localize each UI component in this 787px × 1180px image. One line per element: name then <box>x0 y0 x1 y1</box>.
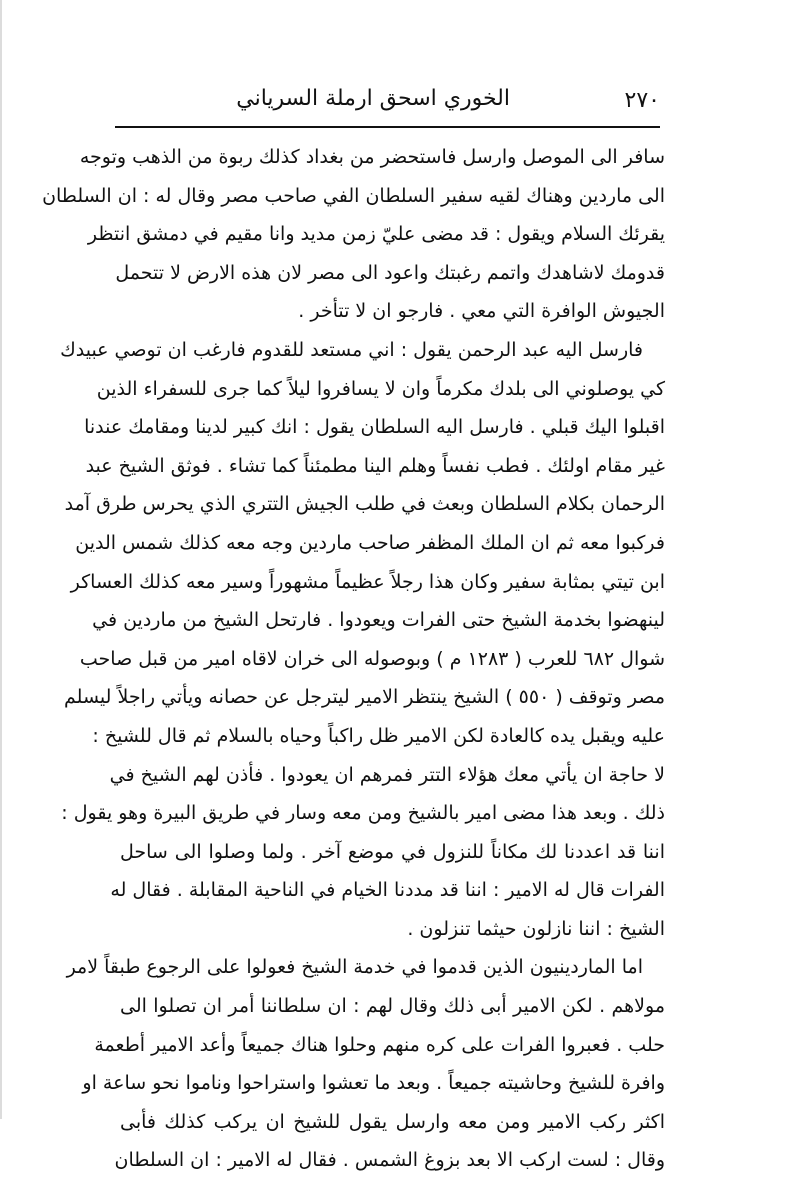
text-line: يقرئك السلام ويقول : قد مضى عليّ زمن مديد وانا مقيم في دمشق انتظر <box>87 223 665 246</box>
page-number: ٢٧٠ <box>624 88 660 113</box>
text-line: الفرات قال له الامير : اننا قد مددنا الخيام في الناحية المقابلة . فقال له <box>110 879 665 902</box>
page-edge-shadow <box>0 0 2 1119</box>
text-line: لينهضوا بخدمة الشيخ حتى الفرات ويعودوا . فارتحل الشيخ من ماردين في <box>92 609 665 632</box>
body-text <box>42 138 665 1180</box>
header-rule <box>115 126 660 128</box>
text-line: ابن تيتي بمثابة سفير وكان هذا رجلاً عظيماً مشهوراً وسير معه كذلك العساكر <box>70 570 665 593</box>
text-line: مصر وتوقف ( ٥٥٠ ) الشيخ ينتظر الامير ليترجل عن حصانه ويأتي راجلاً ليسلم <box>64 686 665 709</box>
text-line: مولاهم . لكن الامير أبى ذلك وقال لهم : ان سلطاننا أمر ان تصلوا الى <box>120 995 665 1018</box>
text-line: الى ماردين وهناك لقيه سفير السلطان الفي صاحب مصر وقال له : ان السلطان <box>42 184 665 207</box>
text-line: كي يوصلوني الى بلدك مكرماً وان لا يسافروا ليلاً كما جرى للسفراء الذين <box>96 377 665 400</box>
paragraph-start-line: فارسل اليه عبد الرحمن يقول : اني مستعد للقدوم فارغب ان توصي عبيدك <box>60 338 643 361</box>
running-head: الخوري اسحق ارملة السرياني <box>236 86 510 111</box>
text-line: اننا قد اعددنا لك مكاناً للنزول في موضع آخر . ولما وصلوا الى ساحل <box>120 840 665 863</box>
text-line: اكثر ركب الامير ومن معه وارسل يقول للشيخ ان يركب كذلك فأبى <box>120 1110 665 1133</box>
text-line: وقال : لست اركب الا بعد بزوغ الشمس . فقال له الامير : ان السلطان <box>114 1149 665 1172</box>
text-line: حلب . فعبروا الفرات على كره منهم وحلوا هناك جميعاً وأعد الامير أطعمة <box>94 1033 665 1056</box>
text-line: الجيوش الوافرة التي معي . فارجو ان لا تتأخر . <box>298 300 665 323</box>
text-line: عليه ويقبل يده كالعادة لكن الامير ظل راكباً وحياه بالسلام ثم قال للشيخ : <box>92 724 665 747</box>
text-line: وافرة للشيخ وحاشيته جميعاً . وبعد ما تعشوا واستراحوا وناموا نحو ساعة او <box>82 1072 665 1095</box>
text-line: شوال ٦٨٢ للعرب ( ١٢٨٣ م ) وبوصوله الى خران لاقاه امير من قبل صاحب <box>79 647 665 670</box>
text-line: الشيخ : اننا نازلون حيثما تنزلون . <box>407 917 665 940</box>
text-line: سافر الى الموصل وارسل فاستحضر من بغداد كذلك ربوة من الذهب وتوجه <box>79 146 665 168</box>
text-line: لا حاجة ان يأتي معك هؤلاء التتر فمرهم ان يعودوا . فأذن لهم الشيخ في <box>109 763 665 786</box>
text-line: قدومك لاشاهدك واتمم رغبتك واعود الى مصر لان هذه الارض لا تتحمل <box>115 261 665 284</box>
page-header <box>115 84 660 122</box>
paragraph-start-line: اما الماردينيون الذين قدموا في خدمة الشيخ فعولوا على الرجوع طبقاً لامر <box>66 956 643 979</box>
text-line: فركبوا معه ثم ان الملك المظفر صاحب ماردين وجه معه كذلك شمس الدين <box>75 531 665 554</box>
text-line: الرحمان بكلام السلطان وبعث في طلب الجيش التتري الذي يحرس طرق آمد <box>64 493 665 516</box>
text-line: ذلك . وبعد هذا مضى امير بالشيخ ومن معه وسار في طريق البيرة وهو يقول : <box>61 802 665 825</box>
text-line: اقبلوا اليك قبلي . فارسل اليه السلطان يقول : انك كبير لدينا ومقامك عندنا <box>84 416 665 439</box>
text-line: غير مقام اولئك . فطب نفساً وهلم الينا مطمئناً كما تشاء . فوثق الشيخ عبد <box>85 454 665 477</box>
